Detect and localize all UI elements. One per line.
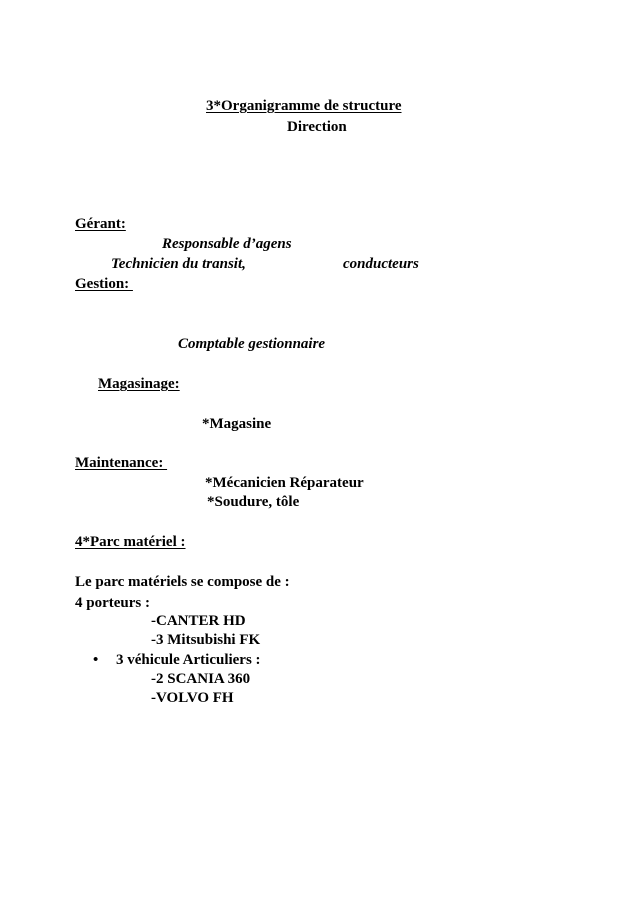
section-3-heading: 3*Organigramme de structure — [206, 98, 402, 114]
gerant-responsable: Responsable d’agens — [162, 236, 292, 252]
gerant-label: Gérant: — [75, 216, 126, 232]
porteurs-label: 4 porteurs : — [75, 595, 150, 611]
porteur-item: -CANTER HD — [151, 613, 246, 629]
gestion-label: Gestion: — [75, 276, 133, 292]
porteur-item: -3 Mitsubishi FK — [151, 632, 261, 648]
maintenance-item: *Soudure, tôle — [207, 494, 300, 510]
maintenance-label: Maintenance: — [75, 455, 168, 471]
gerant-conducteurs: conducteurs — [343, 256, 419, 272]
direction-label: Direction — [287, 119, 347, 135]
bullet-icon: • — [93, 652, 99, 668]
articulated-item: -2 SCANIA 360 — [151, 671, 251, 687]
maintenance-item: *Mécanicien Réparateur — [205, 475, 364, 491]
articulated-item: -VOLVO FH — [151, 690, 234, 706]
parc-intro: Le parc matériels se compose de : — [75, 574, 290, 590]
gestion-comptable: Comptable gestionnaire — [178, 336, 326, 352]
magasinage-item: *Magasine — [202, 416, 272, 432]
magasinage-label: Magasinage: — [98, 376, 180, 392]
section-4-heading: 4*Parc matériel : — [75, 534, 186, 550]
articulated-label: 3 véhicule Articuliers : — [116, 652, 261, 668]
gerant-technicien: Technicien du transit, — [111, 256, 246, 272]
